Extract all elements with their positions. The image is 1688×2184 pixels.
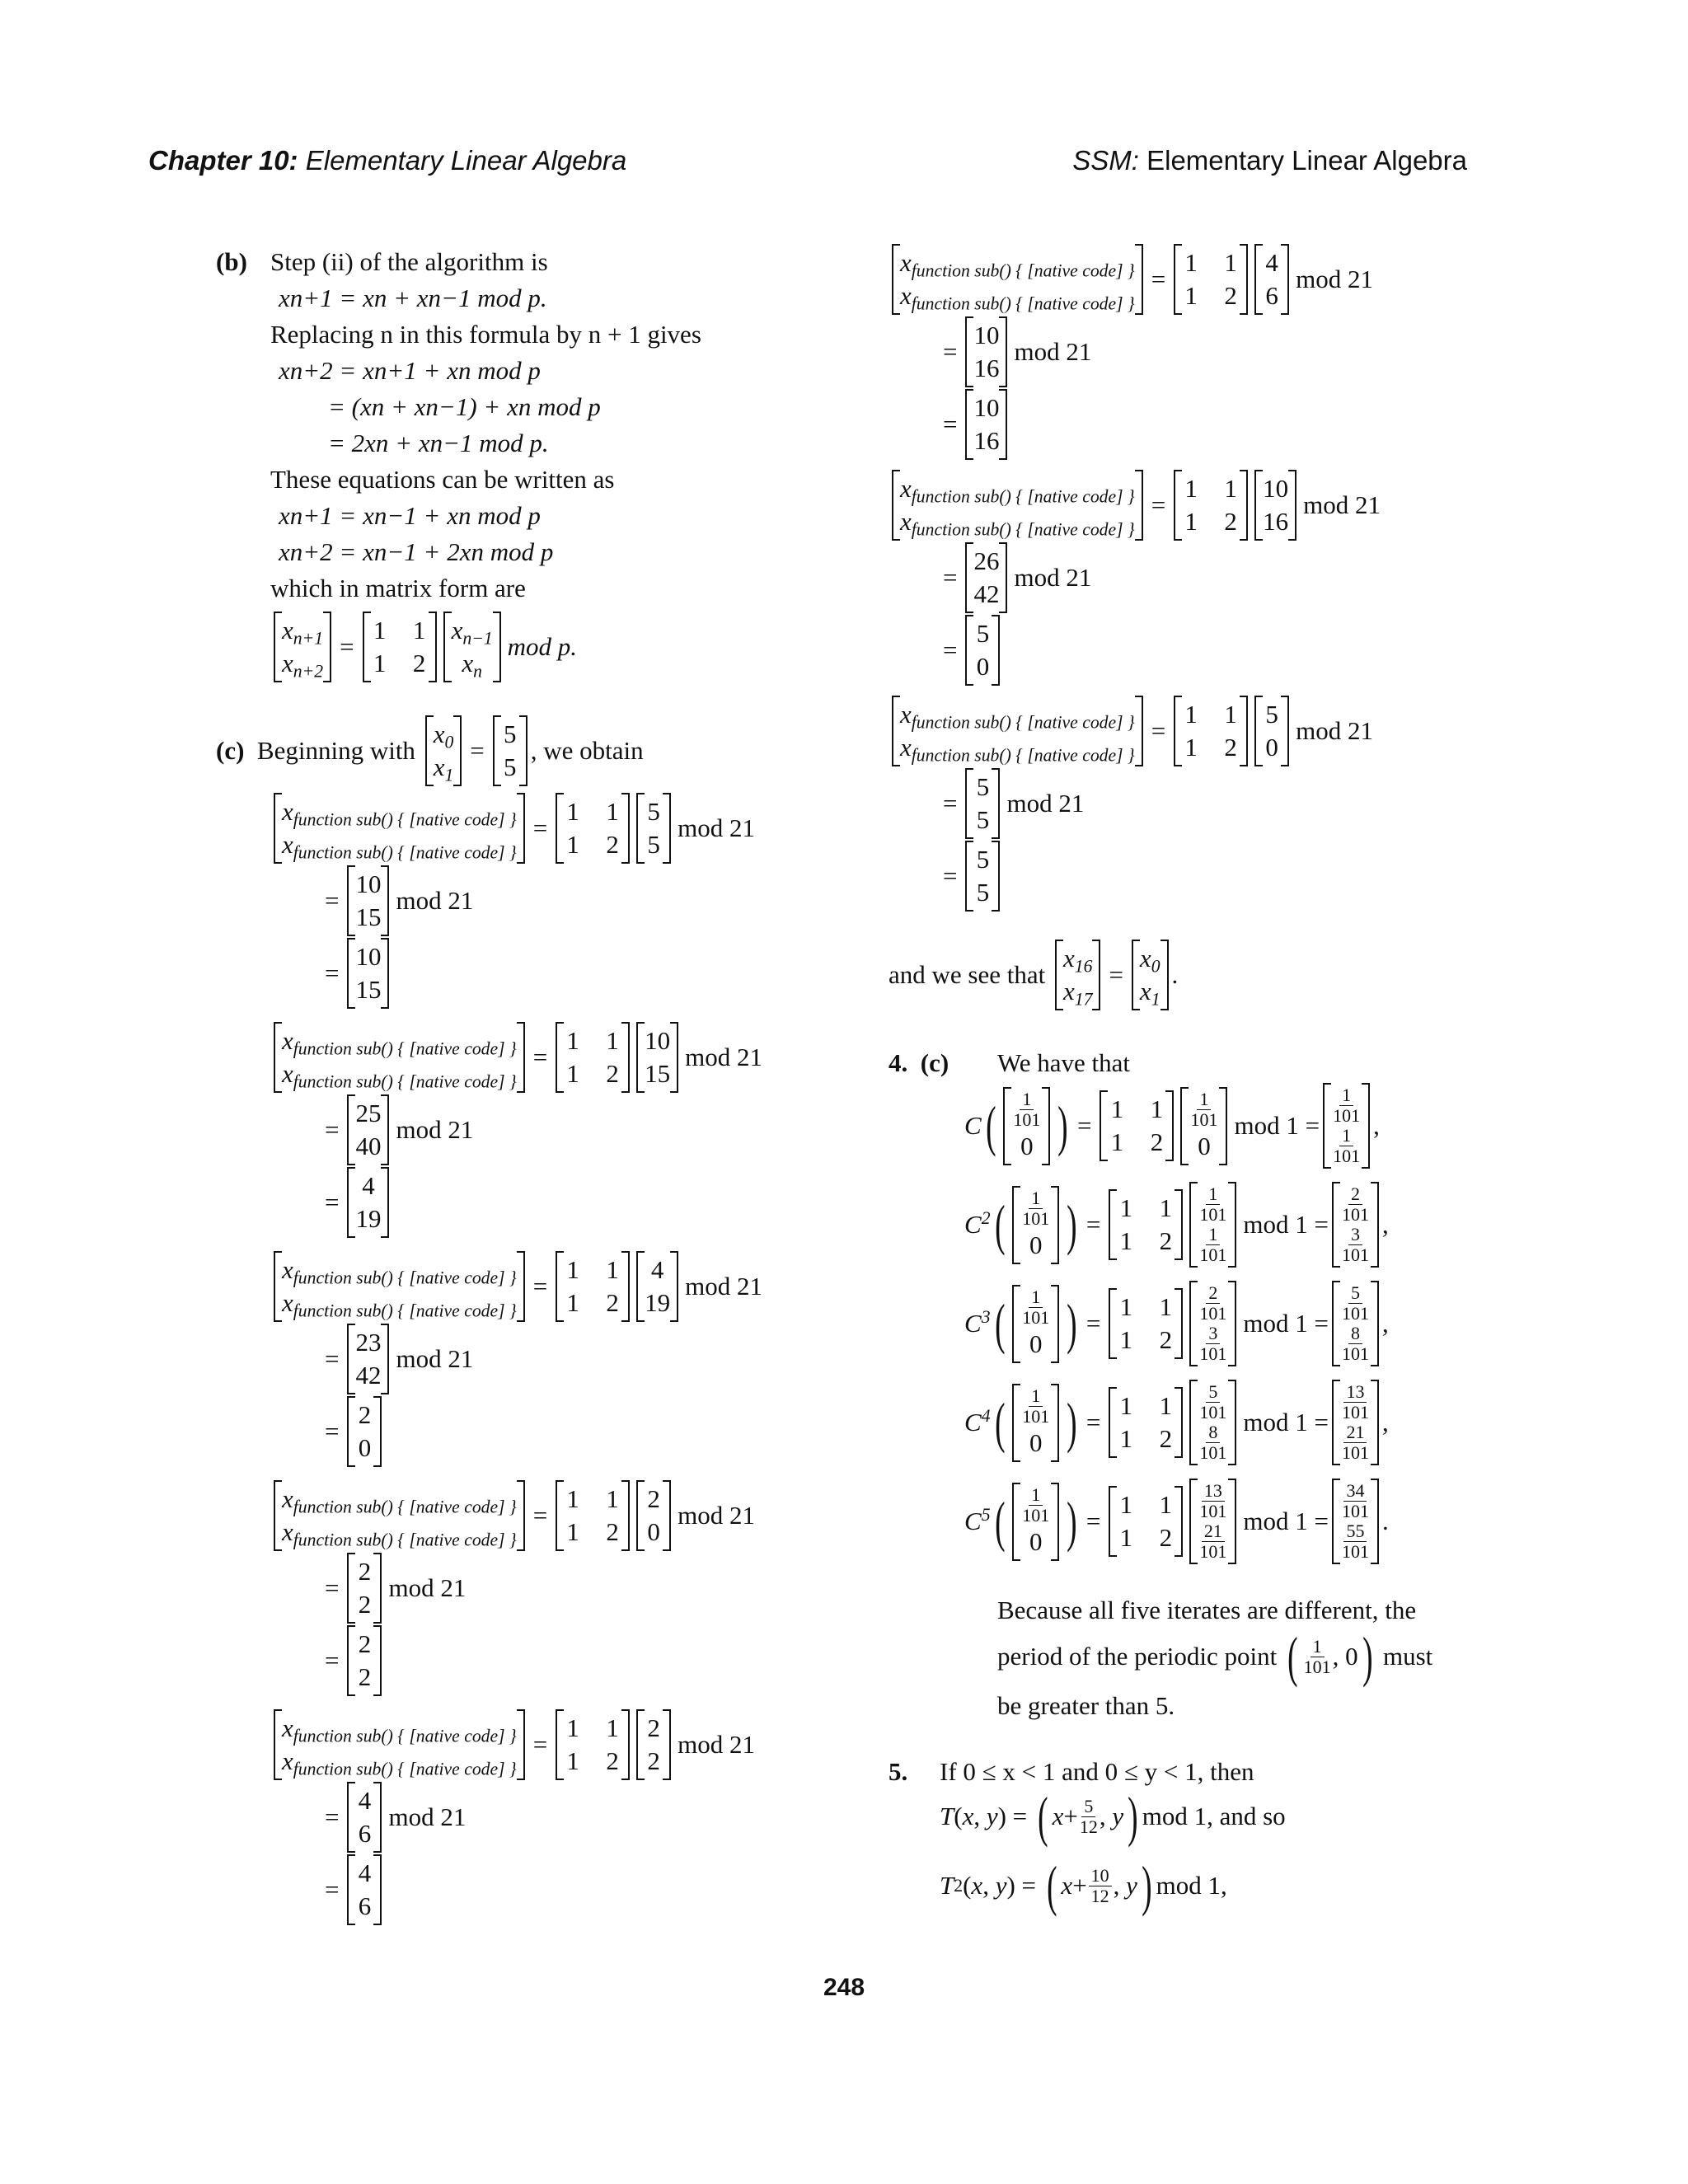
initial-x-vector: $x_0$ $x_1$ [425,715,462,786]
mod-p: mod p. [507,632,578,661]
input-vector: 2 2 [636,1709,671,1780]
input-vector: $\frac{1}{101}$ $\frac{1}{101}$ [1189,1182,1236,1268]
problem-5-t2: T 2 ( x , y ) = ( x + $\frac{10}{12}$ , y ) mod 1, [940,1854,1227,1917]
product-vector: 23 42 [347,1324,389,1394]
coefficient-matrix: 1 1 1 2 [1109,1387,1183,1458]
problem-5-intro: If 0 ≤ x < 1 and 0 ≤ y < 1, then [940,1757,1254,1786]
step-product: = 5 5 mod 21 [938,768,1084,839]
lhs-vector: $x_{n+1}$ $x_{n+2}$ [274,612,331,682]
reduced-vector: 4 19 [347,1167,389,1238]
step-reduced: = 4 19 [320,1167,392,1238]
step-equation: $x_{function sub() \{ [native code] \}}$ $x_{function sub() \{ [native code] \}}$ = 1 1 1 2 4 6 mod 21 [889,244,1373,315]
step-product: = 10 16 mod 21 [938,316,1091,387]
coefficient-matrix: 1 1 1 2 [1100,1090,1174,1161]
part-b-eq6: xn+2 = xn−1 + 2xn mod p [279,537,554,566]
input-vector: $\frac{5}{101}$ $\frac{8}{101}$ [1189,1380,1236,1465]
lhs-vector: $x_{function sub() \{ [native code] \}}$ $x_{function sub() \{ [native code] \}}$ [892,470,1143,541]
coefficient-matrix: 1 1 1 2 [556,1022,630,1093]
input-vector: 5 5 [636,793,671,864]
step-equation: $x_{function sub() \{ [native code] \}}$ $x_{function sub() \{ [native code] \}}$ = 1 1 1 2 10 16 mod 21 [889,470,1381,541]
input-vector: 10 15 [636,1022,678,1093]
step-equation: $x_{function sub() \{ [native code] \}}$ $x_{function sub() \{ [native code] \}}$ = 1 1 1 2 5 5 mod 21 [270,793,755,864]
problem-5-label: 5. [889,1757,908,1786]
input-vector: $\frac{13}{101}$ $\frac{21}{101}$ [1189,1479,1236,1564]
point-vector: $\frac{1}{101}$ 0 [1012,1285,1059,1363]
part-b-replace: Replacing n in this formula by n + 1 gives [270,320,701,349]
iterate-row: $C^3$ ( $\frac{1}{101}$ 0 ) = 1 1 1 2 $\frac{2}{101}$ $\frac{3}{101}$ mod 1 = $\frac{5}{101}$ $\frac{8}{101}$ , [964,1281,1389,1366]
input-vector: 2 0 [636,1480,671,1551]
problem-4-because: Because all five iterates are different, the [997,1596,1417,1624]
iterate-row: $C^5$ ( $\frac{1}{101}$ 0 ) = 1 1 1 2 $\frac{13}{101}$ $\frac{21}{101}$ mod 1 = $\frac{34}{101}$ $\frac{55}{101}$ . [964,1479,1389,1564]
lhs-vector: $x_{function sub() \{ [native code] \}}$ $x_{function sub() \{ [native code] \}}$ [274,1022,525,1093]
step-reduced: = 5 0 [938,615,1003,686]
step-equation: $x_{function sub() \{ [native code] \}}$ $x_{function sub() \{ [native code] \}}$ = 1 1 1 2 2 2 mod 21 [270,1709,755,1780]
input-vector: 10 16 [1254,470,1296,541]
problem-4-period: period of the periodic point ( $\frac{1}{101}$ , 0 ) must [997,1625,1433,1688]
product-vector: 4 6 [347,1782,382,1853]
product-vector: 25 40 [347,1094,389,1165]
rhs-vector: $x_{n-1}$ $x_n$ [443,612,501,682]
coefficient-matrix: 1 1 1 2 [556,793,630,864]
product-vector: 2 2 [347,1553,382,1624]
part-b-eq3: = (xn + xn−1) + xn mod p [328,392,601,421]
part-b-eq2: xn+2 = xn+1 + xn mod p [279,356,541,385]
point-vector: $\frac{1}{101}$ 0 [1012,1384,1059,1462]
product-vector: 26 42 [965,542,1007,613]
part-c-intro: (c) Beginning with $x_0$ $x_1$ = 5 5 , we obtain [216,715,644,786]
step-product: = 23 42 mod 21 [320,1324,473,1394]
lhs-vector: $x_{function sub() \{ [native code] \}}$ $x_{function sub() \{ [native code] \}}$ [274,1251,525,1322]
lhs-vector: $x_{function sub() \{ [native code] \}}$ $x_{function sub() \{ [native code] \}}$ [274,793,525,864]
output-vector: $\frac{2}{101}$ $\frac{3}{101}$ [1332,1182,1379,1268]
step-product: = 25 40 mod 21 [320,1094,473,1165]
coefficient-matrix: 1 1 1 2 [1109,1189,1183,1260]
part-b-label: (b) [216,247,247,276]
reduced-vector: 5 0 [965,615,1000,686]
part-b-matrix-equation: $x_{n+1}$ $x_{n+2}$ = 1 1 1 2 $x_{n-1}$ $x_n$ mod p. [270,612,577,682]
step-product: = 26 42 mod 21 [938,542,1091,613]
part-b-matrix-form: which in matrix form are [270,574,526,602]
part-b-eq5: xn+1 = xn−1 + xn mod p [279,501,541,530]
point-vector: $\frac{1}{101}$ 0 [1012,1186,1059,1264]
part-b-written: These equations can be written as [270,465,615,494]
step-product: = 4 6 mod 21 [320,1782,466,1853]
page-number: 248 [823,1974,865,2001]
point-vector: $\frac{1}{101}$ 0 [1003,1087,1050,1165]
initial-value-vector: 5 5 [493,715,528,786]
coefficient-matrix: 1 1 1 2 [556,1480,630,1551]
coefficient-matrix: 1 1 1 2 [1174,470,1248,541]
input-vector: 5 0 [1254,696,1289,766]
coefficient-matrix: 1 1 1 2 [1109,1288,1183,1359]
step-equation: $x_{function sub() \{ [native code] \}}$ $x_{function sub() \{ [native code] \}}$ = 1 1 1 2 5 0 mod 21 [889,696,1373,766]
problem-4-intro: We have that [997,1048,1131,1077]
reduced-vector: 2 0 [347,1396,382,1467]
lhs-vector: $x_{function sub() \{ [native code] \}}$ $x_{function sub() \{ [native code] \}}$ [274,1480,525,1551]
book-title: SSM: Elementary Linear Algebra [1072,145,1467,176]
step-equation: $x_{function sub() \{ [native code] \}}$ $x_{function sub() \{ [native code] \}}$ = 1 1 1 2 2 0 mod 21 [270,1480,755,1551]
step-equation: $x_{function sub() \{ [native code] \}}$ $x_{function sub() \{ [native code] \}}$ = 1 1 1 2 10 15 mod 21 [270,1022,762,1093]
reduced-vector: 4 6 [347,1854,382,1925]
output-vector: $\frac{1}{101}$ $\frac{1}{101}$ [1323,1083,1370,1169]
step-reduced: = 2 2 [320,1625,385,1696]
coefficient-matrix: 1 1 1 2 [556,1709,630,1780]
input-vector: $\frac{2}{101}$ $\frac{3}{101}$ [1189,1281,1236,1366]
lhs-vector: $x_{function sub() \{ [native code] \}}$ $x_{function sub() \{ [native code] \}}$ [892,244,1143,315]
cycle-conclusion: and we see that $x_{16}$ $x_{17}$ = $x_0$ $x_1$ . [889,940,1178,1010]
reduced-vector: 10 16 [965,389,1007,460]
coefficient-matrix: 1 1 1 2 [1109,1486,1183,1557]
product-vector: 5 5 [965,768,1000,839]
part-b-eq1: xn+1 = xn + xn−1 mod p. [279,284,547,312]
input-vector: $\frac{1}{101}$ 0 [1180,1087,1227,1165]
part-b-eq4: = 2xn + xn−1 mod p. [328,429,549,457]
reduced-vector: 10 15 [347,938,389,1009]
step-reduced: = 4 6 [320,1854,385,1925]
iterate-row: $C^2$ ( $\frac{1}{101}$ 0 ) = 1 1 1 2 $\frac{1}{101}$ $\frac{1}{101}$ mod 1 = $\frac{2}{101}$ $\frac{3}{101}$ , [964,1182,1389,1268]
problem-4-conclusion: be greater than 5. [997,1691,1175,1720]
reduced-vector: 2 2 [347,1625,382,1696]
step-reduced: = 5 5 [938,841,1003,912]
lhs-vector: $x_{function sub() \{ [native code] \}}$ $x_{function sub() \{ [native code] \}}$ [274,1709,525,1780]
lhs-vector: $x_{function sub() \{ [native code] \}}$ $x_{function sub() \{ [native code] \}}$ [892,696,1143,766]
coefficient-matrix: 1 1 1 2 [1174,696,1248,766]
iterate-row: C ( $\frac{1}{101}$ 0 ) = 1 1 1 2 $\frac{1}{101}$ 0 mod 1 = $\frac{1}{101}$ $\frac{1}{101}$ , [964,1083,1380,1169]
step-equation: $x_{function sub() \{ [native code] \}}$ $x_{function sub() \{ [native code] \}}$ = 1 1 1 2 4 19 mod 21 [270,1251,762,1322]
reduced-vector: 5 5 [965,841,1000,912]
product-vector: 10 15 [347,865,389,936]
page-header [148,145,1467,183]
step-product: = 2 2 mod 21 [320,1553,466,1624]
output-vector: $\frac{13}{101}$ $\frac{21}{101}$ [1332,1380,1379,1465]
step-product: = 10 15 mod 21 [320,865,473,936]
coefficient-matrix: 1 1 1 2 [556,1251,630,1322]
input-vector: 4 19 [636,1251,678,1322]
step-reduced: = 10 16 [938,389,1010,460]
problem-5-t1: T ( x , y ) = ( x + $\frac{5}{12}$ , y ) mod 1, and so [940,1785,1286,1848]
coefficient-matrix: 1 1 1 2 [363,612,437,682]
x0-x1-vector: $x_0$ $x_1$ [1132,940,1169,1010]
coefficient-matrix: 1 1 1 2 [1174,244,1248,315]
input-vector: 4 6 [1254,244,1289,315]
step-reduced: = 2 0 [320,1396,385,1467]
point-vector: $\frac{1}{101}$ 0 [1012,1483,1059,1561]
problem-4-label: 4. (c) [889,1048,950,1077]
output-vector: $\frac{34}{101}$ $\frac{55}{101}$ [1332,1479,1379,1564]
x16-x17-vector: $x_{16}$ $x_{17}$ [1055,940,1100,1010]
iterate-row: $C^4$ ( $\frac{1}{101}$ 0 ) = 1 1 1 2 $\frac{5}{101}$ $\frac{8}{101}$ mod 1 = $\frac{13}{101}$ $\frac{21}{101}$ , [964,1380,1389,1465]
product-vector: 10 16 [965,316,1007,387]
chapter-title: Chapter 10: Elementary Linear Algebra [148,145,627,176]
step-reduced: = 10 15 [320,938,392,1009]
part-b-intro: Step (ii) of the algorithm is [270,247,548,276]
output-vector: $\frac{5}{101}$ $\frac{8}{101}$ [1332,1281,1379,1366]
